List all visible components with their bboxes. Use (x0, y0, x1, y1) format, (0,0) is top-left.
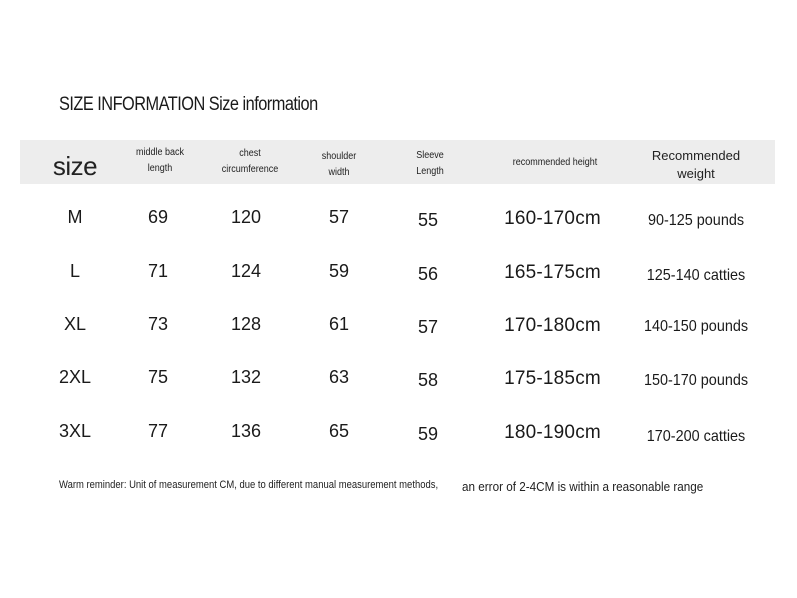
table-cell-size: L (69, 261, 80, 281)
table-cell-sleeve: 56 (417, 264, 439, 284)
table-cell-back: 73 (147, 314, 169, 334)
header-shoulder-width (312, 149, 366, 181)
table-cell-height: 160-170cm (504, 208, 601, 229)
table-cell-weight: 140-150 pounds (643, 318, 749, 335)
header-line: chest (239, 148, 261, 159)
table-cell-weight: 150-170 pounds (643, 372, 749, 389)
table-cell-shoulder: 57 (328, 207, 350, 227)
table-cell-size: 2XL (58, 367, 92, 387)
header-middle-back-length (129, 145, 192, 177)
table-cell-height: 175-185cm (504, 368, 601, 389)
header-recommended-weight (640, 147, 752, 183)
table-cell-back: 71 (147, 261, 169, 281)
table-cell-sleeve: 58 (417, 370, 439, 390)
header-line: Sleeve (416, 150, 444, 161)
table-cell-sleeve: 55 (417, 210, 439, 230)
header-line: length (147, 163, 173, 174)
table-cell-shoulder: 65 (328, 421, 350, 441)
table-cell-height: 170-180cm (504, 315, 601, 336)
table-cell-size: 3XL (58, 421, 92, 441)
header-recommended-height: recommended height (512, 157, 598, 168)
header-sleeve-length (403, 148, 457, 180)
table-cell-weight: 170-200 catties (646, 428, 746, 445)
footer-note: Warm reminder: Unit of measurement CM, due to different manual measurement methods, (59, 479, 439, 491)
table-cell-shoulder: 63 (328, 367, 350, 387)
table-cell-chest: 124 (230, 261, 262, 281)
table-cell-shoulder: 61 (328, 314, 350, 334)
header-line: middle back (135, 147, 185, 158)
page-title: SIZE INFORMATION Size information (59, 94, 318, 115)
table-cell-chest: 136 (230, 421, 262, 441)
table-cell-chest: 132 (230, 367, 262, 387)
footer-note-range: an error of 2-4CM is within a reasonable range (462, 479, 704, 494)
table-cell-weight: 90-125 pounds (647, 212, 745, 229)
table-cell-height: 180-190cm (504, 422, 601, 443)
header-line: circumference (221, 164, 279, 175)
table-cell-weight: 125-140 catties (646, 267, 746, 284)
table-cell-size: M (67, 207, 83, 227)
header-line: weight (677, 166, 715, 181)
header-line: Recommended (651, 148, 741, 163)
header-line: Length (416, 166, 444, 177)
table-cell-sleeve: 57 (417, 317, 439, 337)
table-cell-back: 77 (147, 421, 169, 441)
header-line: shoulder (321, 151, 357, 162)
table-cell-chest: 128 (230, 314, 262, 334)
table-cell-back: 69 (147, 207, 169, 227)
table-cell-size: XL (63, 314, 87, 334)
table-cell-sleeve: 59 (417, 424, 439, 444)
header-size: size (52, 151, 98, 181)
table-cell-back: 75 (147, 367, 169, 387)
header-line: width (328, 167, 350, 178)
table-cell-chest: 120 (230, 207, 262, 227)
table-cell-height: 165-175cm (504, 262, 601, 283)
header-chest-circumference (214, 146, 286, 178)
table-cell-shoulder: 59 (328, 261, 350, 281)
